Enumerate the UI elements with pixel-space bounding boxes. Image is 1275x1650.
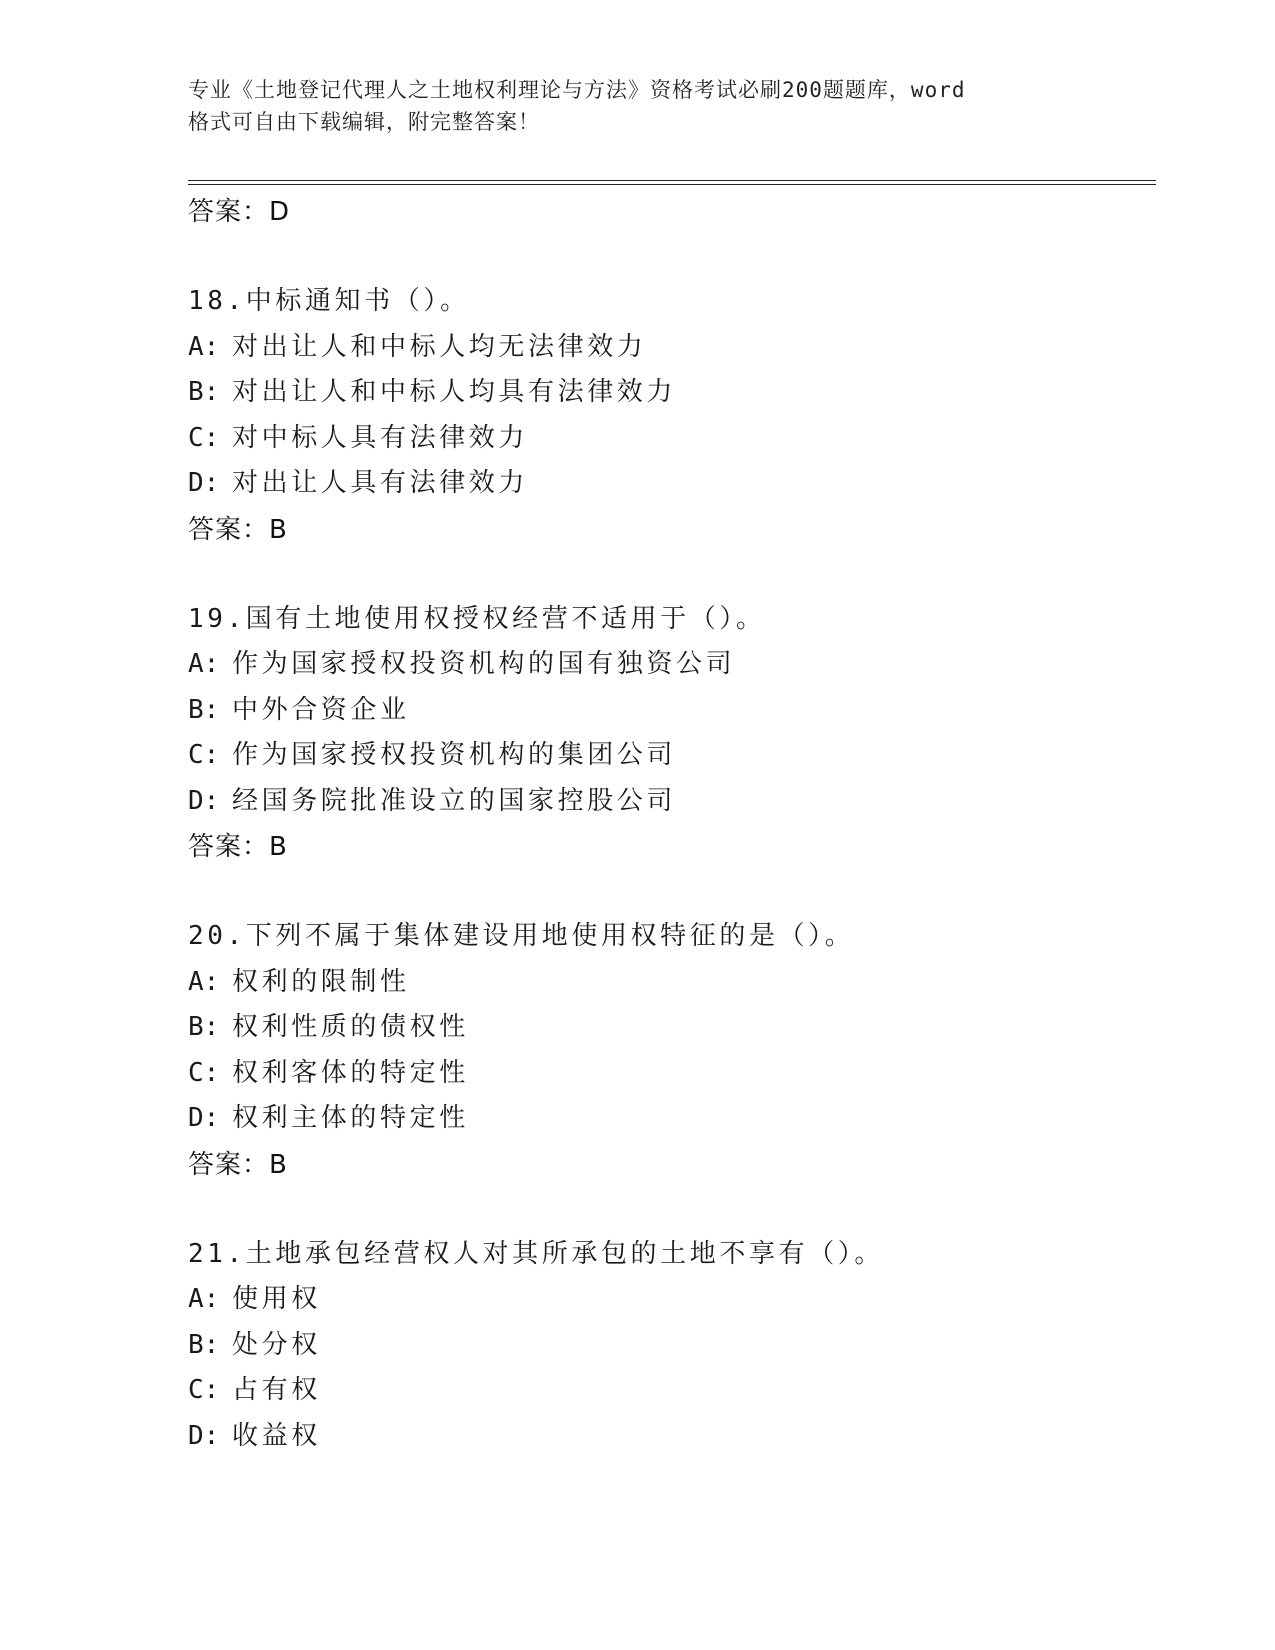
option-letter: C:	[188, 1375, 220, 1405]
option-letter: B:	[188, 1012, 220, 1042]
option-text: 使用权	[232, 1284, 321, 1314]
option-letter: A:	[188, 966, 220, 997]
option-a	[188, 1277, 1156, 1323]
option-d	[188, 779, 1156, 825]
question-block-19	[188, 597, 1156, 871]
option-d	[188, 1096, 1156, 1142]
option-text: 对中标人具有法律效力	[232, 422, 529, 453]
option-letter: D:	[188, 1103, 220, 1133]
option-letter: D:	[188, 785, 220, 816]
option-text: 权利主体的特定性	[232, 1103, 469, 1133]
option-d	[188, 1414, 1156, 1460]
option-letter: D:	[188, 1420, 220, 1451]
option-text: 对出让人和中标人均具有法律效力	[232, 377, 677, 407]
option-letter: B:	[188, 1329, 220, 1360]
question-block-18	[188, 279, 1156, 553]
option-b	[188, 1005, 1156, 1051]
answer-line: 答案：D	[188, 197, 291, 227]
option-letter: A:	[188, 331, 220, 362]
header-line-1: 专业《土地登记代理人之土地权利理论与方法》资格考试必刷200题题库，word	[188, 78, 966, 102]
question-list	[188, 189, 1156, 1459]
question-stem: 18.中标通知书（）。	[188, 286, 470, 316]
option-text: 对出让人和中标人均无法律效力	[232, 331, 647, 362]
question-stem: 19.国有土地使用权授权经营不适用于（）。	[188, 603, 766, 634]
option-text: 权利性质的债权性	[232, 1012, 469, 1042]
question-stem: 21.土地承包经营权人对其所承包的土地不享有（）。	[188, 1238, 884, 1269]
document-header	[188, 74, 1068, 138]
option-b	[188, 688, 1156, 734]
option-d	[188, 461, 1156, 507]
option-letter: B:	[188, 694, 220, 725]
option-letter: B:	[188, 377, 220, 407]
option-text: 作为国家授权投资机构的国有独资公司	[232, 649, 736, 679]
option-text: 作为国家授权投资机构的集团公司	[232, 740, 677, 770]
option-letter: C:	[188, 1057, 220, 1088]
option-letter: D:	[188, 468, 220, 498]
option-c	[188, 416, 1156, 462]
option-c	[188, 1368, 1156, 1414]
option-text: 权利的限制性	[232, 966, 410, 997]
option-c	[188, 1051, 1156, 1097]
option-text: 占有权	[232, 1375, 321, 1405]
question-stem: 20.下列不属于集体建设用地使用权特征的是（）。	[188, 921, 855, 951]
question-block-21	[188, 1232, 1156, 1460]
option-a	[188, 960, 1156, 1006]
option-text: 收益权	[232, 1420, 321, 1451]
option-letter: A:	[188, 649, 220, 679]
option-text: 处分权	[232, 1329, 321, 1360]
option-text: 对出让人具有法律效力	[232, 468, 529, 498]
answer-line: 答案：B	[188, 514, 288, 545]
option-b	[188, 1323, 1156, 1369]
option-letter: A:	[188, 1284, 220, 1314]
answer-line: 答案：B	[188, 1149, 288, 1180]
answer-line: 答案：B	[188, 832, 288, 862]
option-a	[188, 325, 1156, 371]
question-block-20	[188, 914, 1156, 1188]
option-b	[188, 370, 1156, 416]
option-text: 经国务院批准设立的国家控股公司	[232, 785, 677, 816]
option-text: 权利客体的特定性	[232, 1057, 469, 1088]
header-divider-top	[188, 180, 1156, 181]
header-line-2: 格式可自由下载编辑，附完整答案！	[188, 110, 540, 134]
option-text: 中外合资企业	[232, 694, 410, 725]
header-divider-bottom	[188, 184, 1156, 185]
option-letter: C:	[188, 740, 220, 770]
option-a	[188, 642, 1156, 688]
option-letter: C:	[188, 422, 220, 453]
option-c	[188, 733, 1156, 779]
